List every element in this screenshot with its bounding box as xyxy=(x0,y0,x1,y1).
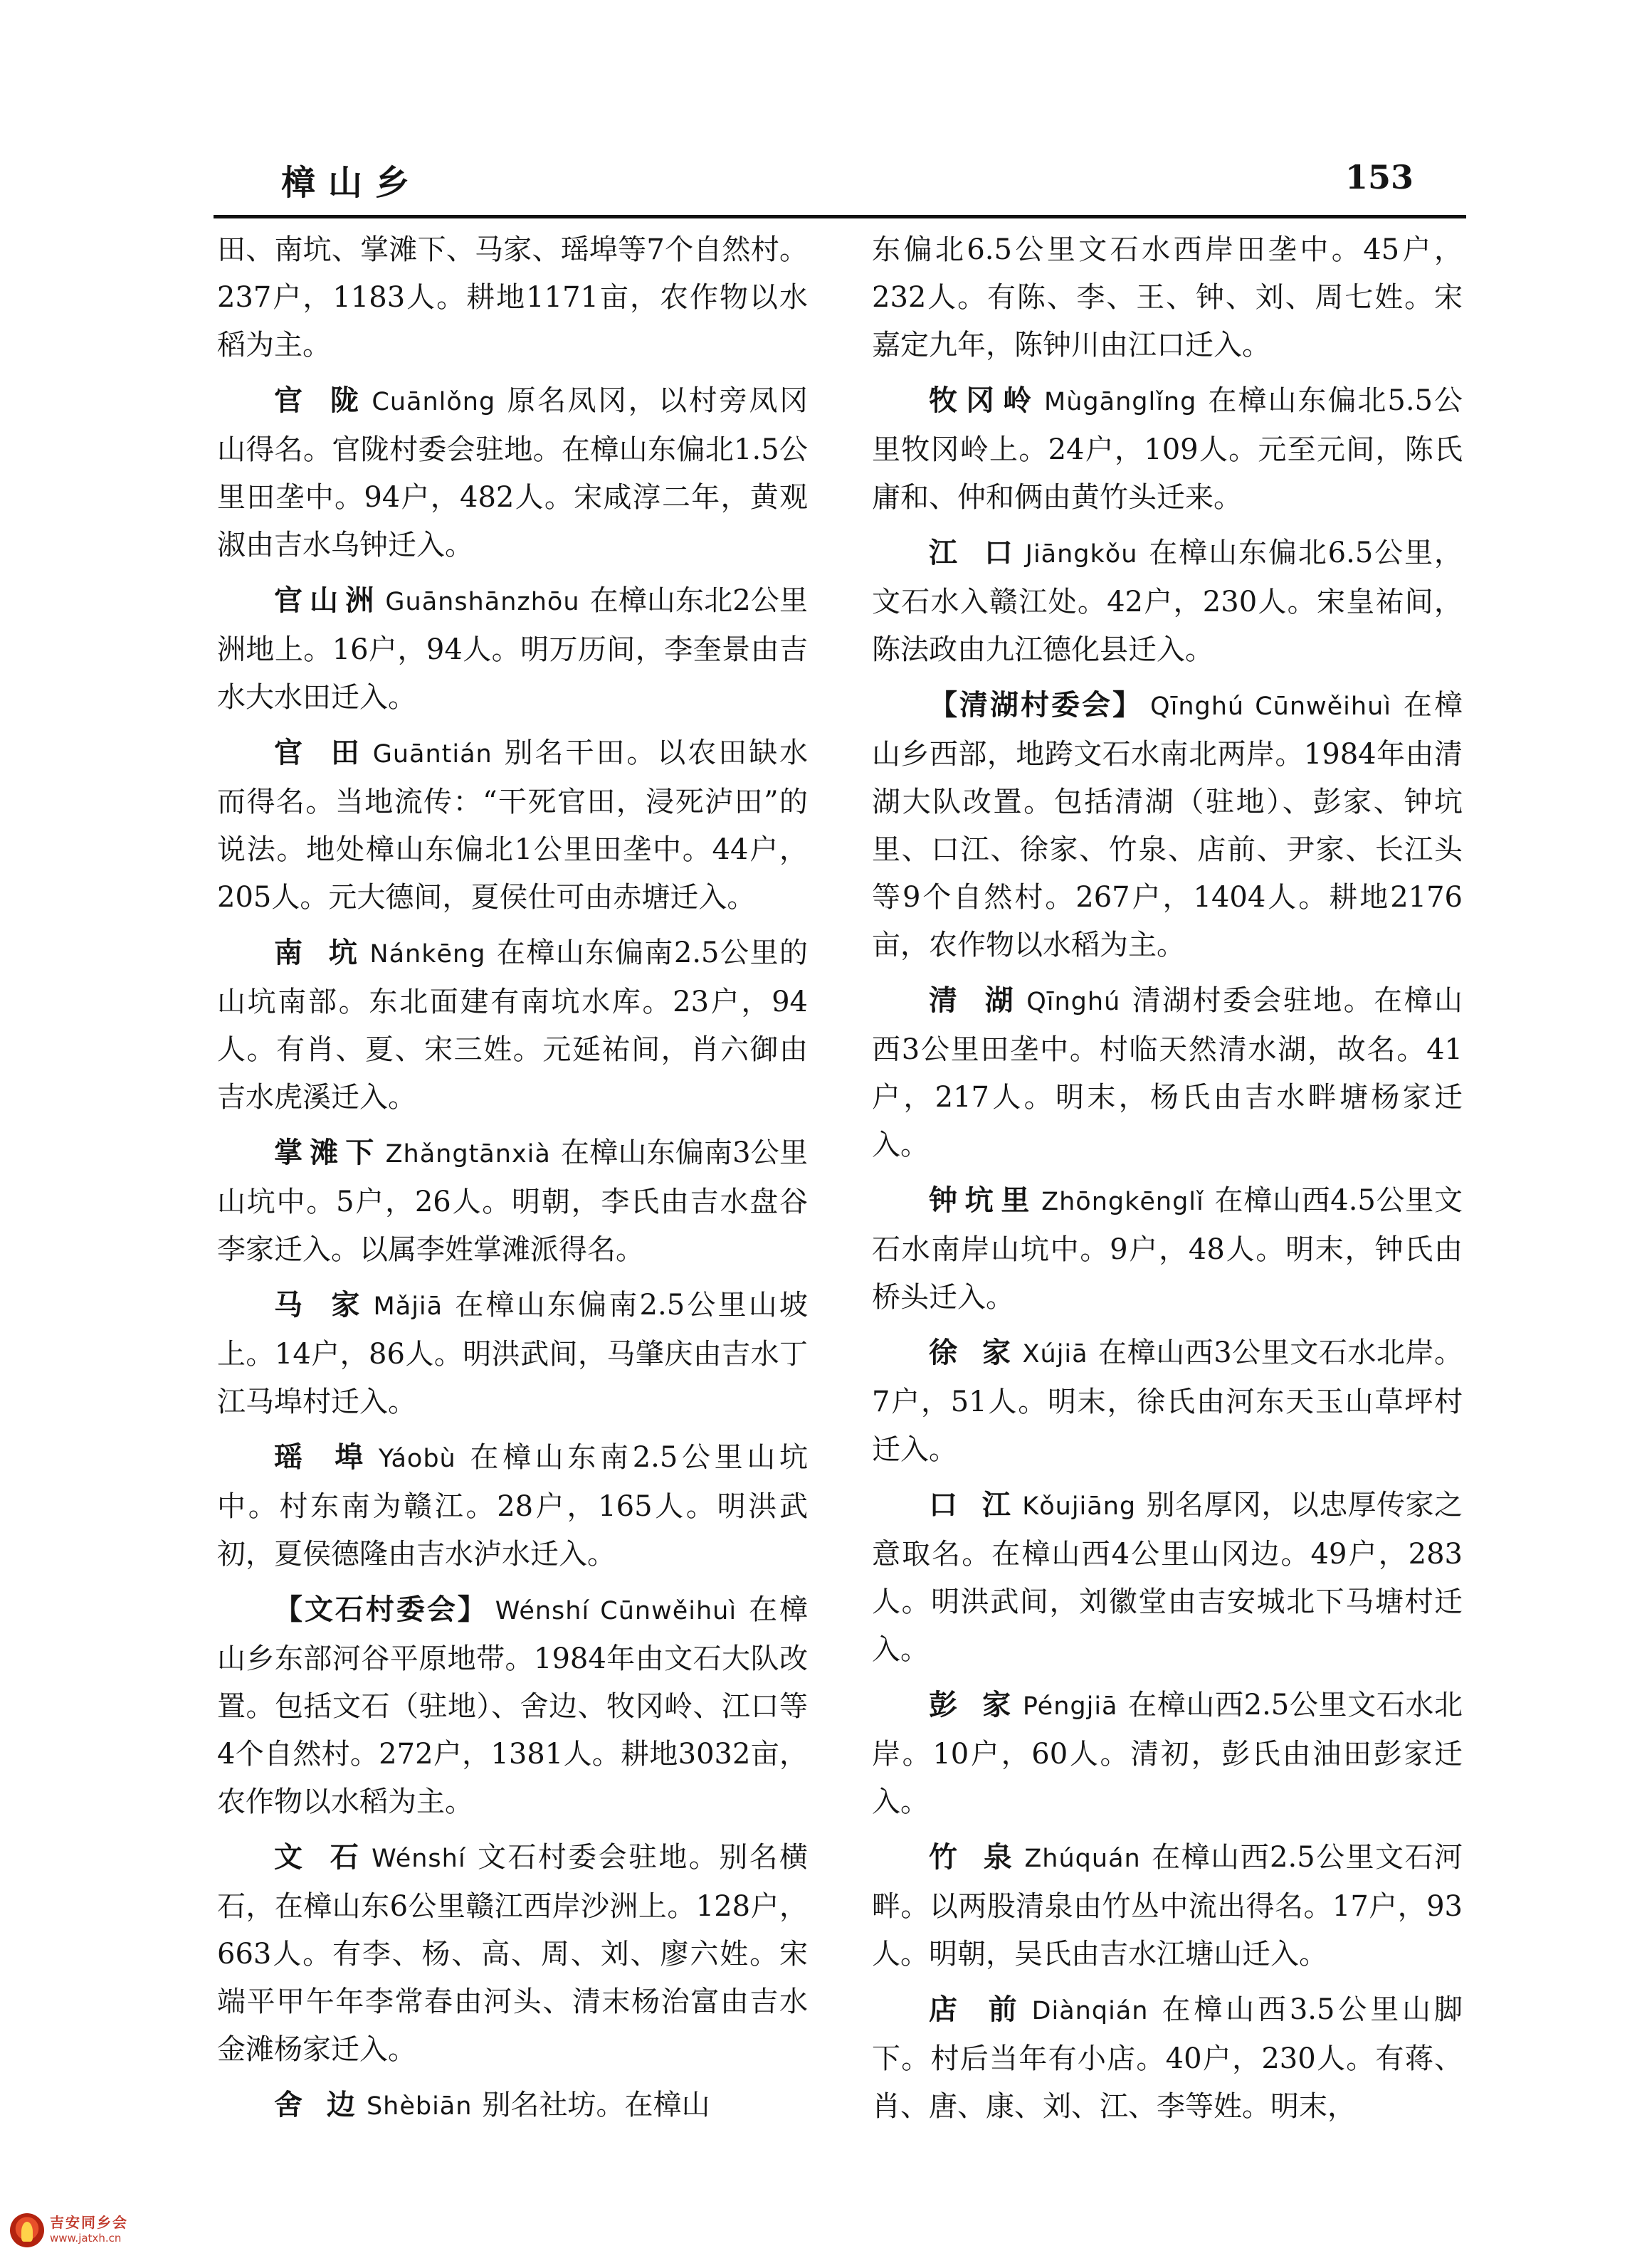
pinyin: Zhúquán xyxy=(1024,1845,1141,1873)
pinyin: Mùgānglǐng xyxy=(1044,388,1197,416)
entry-text: 别名社坊。在樟山 xyxy=(482,2089,710,2121)
place-name: 钟坑里 xyxy=(929,1183,1038,1217)
entry-text: 在樟山东偏北5.5公里牧冈岭上。24户，109人。元至元间，陈氏庸和、仲和俩由黄竹头迁来。 xyxy=(872,384,1463,514)
entry-paragraph xyxy=(872,681,1463,969)
pinyin: Qīnghú Cūnwěihuì xyxy=(1150,692,1391,721)
entry-paragraph xyxy=(217,1833,808,2074)
entry-paragraph xyxy=(217,1586,808,1826)
place-name: 舍 边 xyxy=(274,2088,362,2121)
entry-text: 在樟山西3.5公里山脚下。村后当年有小店。40户，230人。有蒋、肖、唐、康、刘、江、李等姓。明末， xyxy=(872,1993,1463,2123)
place-name: 掌滩下 xyxy=(274,1136,381,1169)
entry-paragraph xyxy=(217,576,808,722)
watermark-logo[interactable] xyxy=(10,2213,128,2247)
place-name: 彭 家 xyxy=(929,1688,1018,1721)
place-name: 文 石 xyxy=(274,1840,368,1874)
entry-text: 田、南坑、掌滩下、马家、瑶埠等7个自然村。237户，1183人。耕地1171亩，农作物以水稻为主。 xyxy=(217,233,808,362)
pinyin: Xújiā xyxy=(1022,1340,1088,1368)
running-head-title: 樟山乡 xyxy=(281,163,423,203)
pinyin: Jiāngkǒu xyxy=(1025,540,1138,569)
pinyin: Shèbiān xyxy=(366,2092,473,2121)
place-name: 竹 泉 xyxy=(929,1840,1021,1874)
entry-paragraph xyxy=(217,729,808,922)
pinyin: Qīnghú xyxy=(1026,988,1121,1016)
entry-paragraph xyxy=(872,529,1463,674)
entry-paragraph xyxy=(872,1329,1463,1474)
entry-text: 在樟山乡西部，地跨文石水南北两岸。1984年由清湖大队改置。包括清湖（驻地）、彭家、钟坑里、口江、徐家、竹泉、店前、尹家、长江头等9个自然村。267户，1404人。耕地2176亩，农作物以水稻为主。 xyxy=(872,689,1463,961)
entry-text: 东偏北6.5公里文石水西岸田垄中。45户，232人。有陈、李、王、钟、刘、周七姓。宋嘉定九年，陈钟川由江口迁入。 xyxy=(872,233,1463,362)
entry-text: 原名凤冈，以村旁凤冈山得名。官陇村委会驻地。在樟山东偏北1.5公里田垄中。94户，482人。宋咸淳二年，黄观淑由吉水乌钟迁入。 xyxy=(217,384,808,561)
entry-paragraph xyxy=(872,1481,1463,1674)
entry-text: 别名厚冈，以忠厚传家之意取名。在樟山西4公里山冈边。49户，283人。明洪武间，刘徽堂由吉安城北下马塘村迁入。 xyxy=(872,1489,1463,1666)
committee-heading: 【文石村委会】 xyxy=(274,1593,488,1626)
entry-text: 别名干田。以农田缺水而得名。当地流传：“干死官田，浸死泸田”的说法。地处樟山东偏北1公里田垄中。44户，205人。元大德间，夏侯仕可由赤塘迁入。 xyxy=(217,737,808,914)
entry-text: 清湖村委会驻地。在樟山西3公里田垄中。村临天然清水湖，故名。41户，217人。明末，杨氏由吉水畔塘杨家迁入。 xyxy=(872,984,1463,1161)
entry-text: 在樟山东偏北6.5公里，文石水入赣江处。42户，230人。宋皇祐间，陈法政由九江德化县迁入。 xyxy=(872,537,1463,666)
entry-paragraph xyxy=(217,1129,808,1274)
pinyin: Kǒujiāng xyxy=(1022,1492,1137,1521)
flame-seal-icon xyxy=(10,2213,44,2247)
watermark-url: www.jatxh.cn xyxy=(50,2232,122,2245)
entry-text: 在樟山西2.5公里文石河畔。以两股清泉由竹丛中流出得名。17户，93人。明朝，吴氏由吉水江塘山迁入。 xyxy=(872,1841,1463,1971)
entry-text: 在樟山东偏南2.5公里山坡上。14户，86人。明洪武间，马肇庆由吉水丁江马埠村迁入。 xyxy=(217,1289,808,1418)
pinyin: Diànqián xyxy=(1031,1997,1149,2025)
place-name: 店 前 xyxy=(929,1993,1028,2026)
pinyin: Yáobù xyxy=(378,1445,456,1473)
header-rule xyxy=(214,215,1466,218)
entry-paragraph xyxy=(872,1681,1463,1826)
committee-heading: 【清湖村委会】 xyxy=(929,688,1144,722)
pinyin: Guāntián xyxy=(372,740,493,769)
place-name: 官山洲 xyxy=(274,584,381,617)
pinyin: Wénshí Cūnwěihuì xyxy=(495,1597,737,1625)
entry-text: 文石村委会驻地。别名横石，在樟山东6公里赣江西岸沙洲上。128户，663人。有李、杨、高、周、刘、廖六姓。宋端平甲午年李常春由河头、清末杨治富由吉水金滩杨家迁入。 xyxy=(217,1841,808,2066)
entry-paragraph xyxy=(217,1281,808,1426)
place-name: 官 田 xyxy=(274,736,369,769)
pinyin: Zhōngkēnglǐ xyxy=(1041,1188,1204,1216)
entry-text: 在樟山乡东部河谷平原地带。1984年由文石大队改置。包括文石（驻地）、舍边、牧冈岭、江口等4个自然村。272户，1381人。耕地3032亩，农作物以水稻为主。 xyxy=(217,1593,808,1818)
entry-paragraph xyxy=(872,226,1463,369)
place-name: 马 家 xyxy=(274,1288,369,1322)
entry-text: 在樟山东北2公里洲地上。16户，94人。明万历间，李奎景由吉水大水田迁入。 xyxy=(217,584,808,714)
entry-paragraph xyxy=(872,976,1463,1169)
entry-text: 在樟山西2.5公里文石水北岸。10户，60人。清初，彭氏由油田彭家迁入。 xyxy=(872,1689,1463,1818)
page-number: 153 xyxy=(1345,158,1414,196)
entry-text: 在樟山东偏南2.5公里的山坑南部。东北面建有南坑水库。23户，94人。有肖、夏、宋三姓。元延祐间，肖六御由吉水虎溪迁入。 xyxy=(217,937,808,1114)
entry-paragraph xyxy=(217,2081,808,2131)
entry-paragraph xyxy=(872,1833,1463,1978)
pinyin: Wénshí xyxy=(372,1845,466,1873)
place-name: 瑶 埠 xyxy=(274,1440,374,1474)
pinyin: Nánkēng xyxy=(369,940,486,969)
entry-paragraph xyxy=(217,929,808,1122)
place-name: 南 坑 xyxy=(274,936,366,969)
pinyin: Zhǎngtānxià xyxy=(385,1140,551,1169)
place-name: 清 湖 xyxy=(929,983,1023,1017)
entry-paragraph xyxy=(872,376,1463,522)
pinyin: Guānshānzhōu xyxy=(385,588,580,616)
watermark-name: 吉安同乡会 xyxy=(50,2214,128,2231)
place-name: 江 口 xyxy=(929,536,1021,569)
entry-paragraph xyxy=(217,226,808,369)
entry-paragraph xyxy=(217,1433,808,1578)
pinyin: Mǎjiā xyxy=(373,1292,443,1321)
entry-text: 在樟山东偏南3公里山坑中。5户，26人。明朝，李氏由吉水盘谷李家迁入。以属李姓掌滩派得名。 xyxy=(217,1136,808,1266)
pinyin: Péngjiā xyxy=(1022,1692,1118,1721)
place-name: 徐 家 xyxy=(929,1336,1018,1369)
pinyin: Cuānlǒng xyxy=(372,388,496,416)
entry-paragraph xyxy=(872,1985,1463,2131)
entry-paragraph xyxy=(217,376,808,569)
place-name: 官 陇 xyxy=(274,384,368,417)
entry-paragraph xyxy=(872,1176,1463,1322)
entry-text: 在樟山西3公里文石水北岸。7户，51人。明末，徐氏由河东天玉山草坪村迁入。 xyxy=(872,1336,1463,1466)
entry-text: 在樟山东南2.5公里山坑中。村东南为赣江。28户，165人。明洪武初，夏侯德隆由吉水泸水迁入。 xyxy=(217,1441,808,1571)
place-name: 口 江 xyxy=(929,1488,1018,1521)
entry-text: 在樟山西4.5公里文石水南岸山坑中。9户，48人。明末，钟氏由桥头迁入。 xyxy=(872,1184,1463,1314)
place-name: 牧冈岭 xyxy=(929,384,1041,417)
left-column xyxy=(217,226,808,2148)
right-column xyxy=(872,226,1463,2148)
